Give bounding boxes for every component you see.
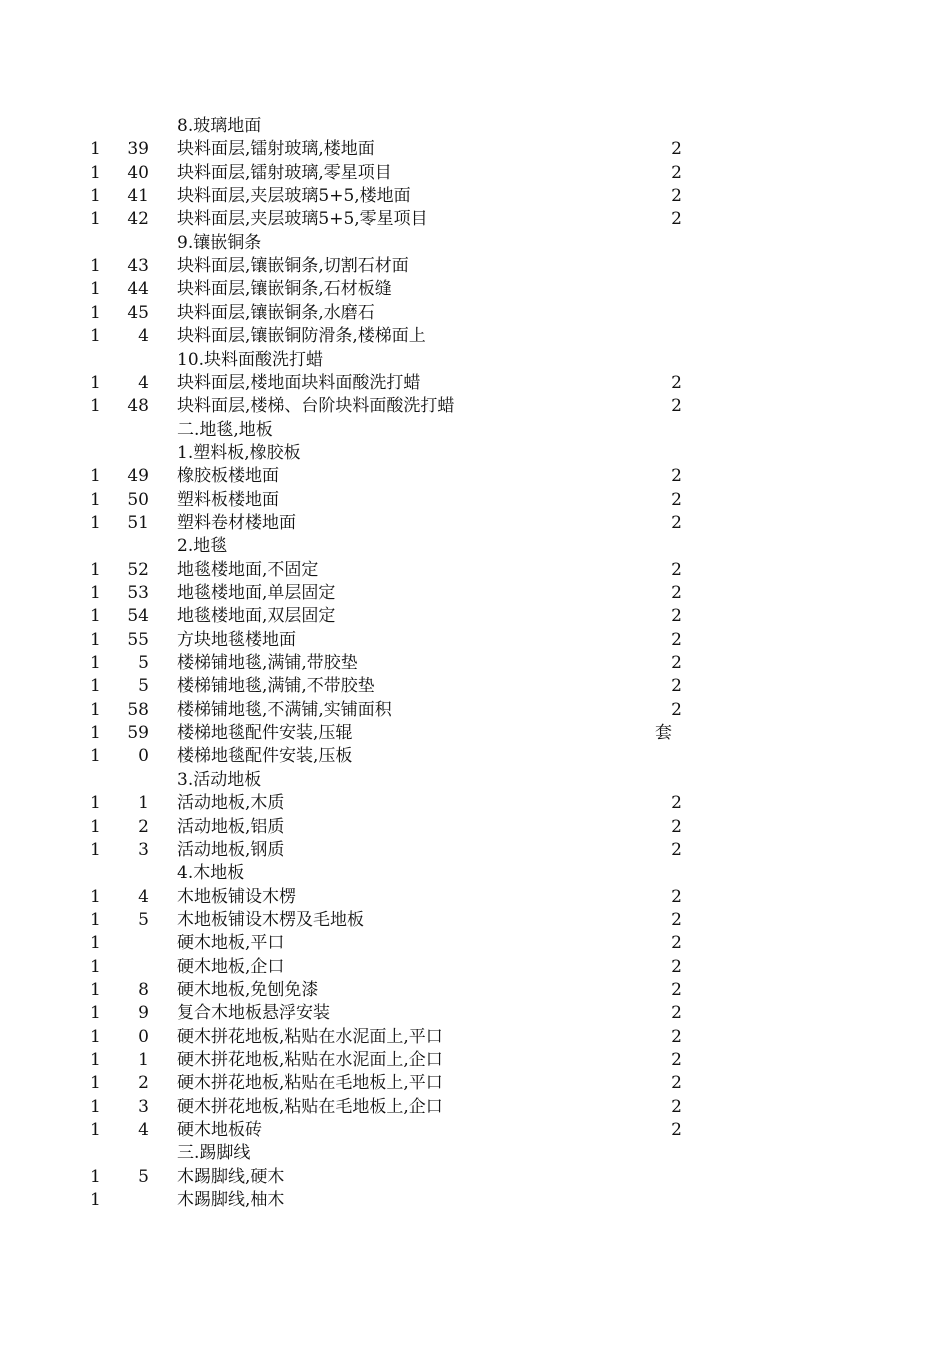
table-row [0,395,950,418]
item-name-cell: 楼梯地毯配件安装,压辊 [177,723,353,744]
unit-cell: 2 [671,489,682,510]
unit-cell: 2 [671,956,682,977]
item-name-cell: 地毯楼地面,单层固定 [177,583,336,603]
row-number-cell: 52 [127,559,149,580]
row-index-cell: 1 [90,839,101,860]
section-heading-row [0,349,950,372]
row-number-cell: 1 [138,793,149,814]
row-number-cell: 4 [138,326,149,347]
unit-cell: 2 [671,396,682,417]
table-row [0,162,950,185]
row-number-cell: 5 [138,1166,149,1187]
item-name-cell: 块料面层,楼梯、台阶块料面酸洗打蜡 [177,396,455,417]
row-number-cell: 4 [138,372,149,393]
unit-cell: 2 [671,372,682,393]
unit-cell: 2 [671,559,682,580]
table-row [0,582,950,605]
unit-cell: 2 [671,583,682,603]
unit-cell: 2 [671,909,682,930]
unit-cell: 2 [671,512,682,533]
unit-cell: 2 [671,466,682,487]
item-name-cell: 块料面层,夹层玻璃5+5,楼地面 [177,186,411,207]
row-number-cell: 2 [138,1073,149,1094]
table-row [0,652,950,675]
item-name-cell: 楼梯地毯配件安装,压板 [177,746,353,767]
row-number-cell: 3 [138,839,149,860]
item-name-cell: 地毯楼地面,不固定 [177,559,319,580]
row-number-cell: 0 [138,746,149,767]
row-index-cell: 1 [90,816,101,837]
row-index-cell: 1 [90,933,101,954]
row-index-cell: 1 [90,326,101,347]
item-name-cell: 木地板铺设木楞及毛地板 [177,909,364,930]
item-name-cell: 2.地毯 [177,536,228,557]
table-row [0,792,950,815]
item-name-cell: 块料面层,镶嵌铜条,水磨石 [177,302,375,323]
item-name-cell: 硬木拼花地板,粘贴在毛地板上,企口 [177,1096,443,1117]
row-index-cell: 1 [90,979,101,1000]
row-index-cell: 1 [90,956,101,977]
item-name-cell: 3.活动地板 [177,769,262,790]
row-index-cell: 1 [90,512,101,533]
item-name-cell: 8.玻璃地面 [177,116,262,136]
unit-cell: 2 [671,1050,682,1070]
row-number-cell: 39 [127,139,149,160]
unit-cell: 2 [671,793,682,814]
table-row [0,956,950,979]
unit-cell: 2 [671,886,682,907]
table-row [0,372,950,395]
item-name-cell: 块料面层,镭射玻璃,楼地面 [177,139,375,160]
unit-cell: 2 [671,1073,682,1094]
row-index-cell: 1 [90,396,101,417]
item-name-cell: 硬木地板,企口 [177,956,285,977]
row-number-cell: 1 [138,1050,149,1070]
row-index-cell: 1 [90,746,101,767]
item-name-cell: 楼梯铺地毯,满铺,带胶垫 [177,653,358,674]
section-heading-row [0,1142,950,1165]
row-index-cell: 1 [90,466,101,487]
table-row [0,1189,950,1212]
row-number-cell: 50 [127,489,149,510]
item-name-cell: 9.镶嵌铜条 [177,232,262,253]
item-name-cell: 块料面层,镶嵌铜条,石材板缝 [177,279,392,300]
table-row [0,839,950,862]
row-number-cell: 4 [138,1120,149,1141]
table-row [0,1072,950,1095]
table-row [0,629,950,652]
row-number-cell: 43 [127,256,149,277]
row-index-cell: 1 [90,909,101,930]
table-row [0,278,950,301]
row-number-cell: 41 [127,186,149,207]
section-heading-row [0,862,950,885]
table-row [0,605,950,628]
item-name-cell: 木地板铺设木楞 [177,886,296,907]
item-name-cell: 木踢脚线,柚木 [177,1190,285,1211]
row-index-cell: 1 [90,1120,101,1141]
item-name-cell: 方块地毯楼地面 [177,629,296,650]
table-row [0,255,950,278]
unit-cell: 2 [671,186,682,207]
row-index-cell: 1 [90,886,101,907]
row-number-cell: 42 [127,209,149,230]
table-row [0,512,950,535]
row-number-cell: 3 [138,1096,149,1117]
section-heading-row [0,442,950,465]
section-heading-row [0,232,950,255]
table-row [0,816,950,839]
section-heading-row [0,769,950,792]
row-number-cell: 54 [127,606,149,627]
table-row [0,325,950,348]
table-row [0,886,950,909]
item-name-cell: 硬木拼花地板,粘贴在毛地板上,平口 [177,1073,443,1094]
item-name-cell: 三.踢脚线 [177,1143,251,1164]
table-row [0,932,950,955]
table-row [0,675,950,698]
unit-cell: 2 [671,1120,682,1141]
unit-cell: 2 [671,676,682,697]
row-number-cell: 2 [138,816,149,837]
row-index-cell: 1 [90,1073,101,1094]
row-number-cell: 49 [127,466,149,487]
item-name-cell: 块料面层,镶嵌铜条,切割石材面 [177,256,409,277]
table-row [0,465,950,488]
unit-cell: 2 [671,162,682,183]
table-row [0,1119,950,1142]
row-index-cell: 1 [90,606,101,627]
row-index-cell: 1 [90,489,101,510]
unit-cell: 2 [671,629,682,650]
unit-cell: 2 [671,1096,682,1117]
unit-cell: 2 [671,139,682,160]
item-name-cell: 楼梯铺地毯,满铺,不带胶垫 [177,676,375,697]
unit-cell: 2 [671,839,682,860]
row-number-cell: 45 [127,302,149,323]
item-name-cell: 4.木地板 [177,863,245,884]
table-row [0,745,950,768]
unit-cell: 2 [671,606,682,627]
row-number-cell: 40 [127,162,149,183]
item-name-cell: 块料面层,楼地面块料面酸洗打蜡 [177,372,421,393]
row-index-cell: 1 [90,653,101,674]
unit-cell: 2 [671,209,682,230]
table-row [0,489,950,512]
table-row [0,1166,950,1189]
section-heading-row [0,535,950,558]
row-index-cell: 1 [90,1096,101,1117]
section-heading-row [0,419,950,442]
row-index-cell: 1 [90,793,101,814]
item-name-cell: 块料面层,镶嵌铜防滑条,楼梯面上 [177,326,426,347]
row-number-cell: 59 [127,723,149,744]
item-name-cell: 硬木地板,免刨免漆 [177,979,319,1000]
item-name-cell: 10.块料面酸洗打蜡 [177,349,324,370]
row-index-cell: 1 [90,723,101,744]
item-name-cell: 活动地板,木质 [177,793,285,814]
row-index-cell: 1 [90,629,101,650]
item-name-cell: 1.塑料板,橡胶板 [177,442,301,463]
table-row [0,185,950,208]
row-index-cell: 1 [90,279,101,300]
item-name-cell: 楼梯铺地毯,不满铺,实铺面积 [177,699,392,720]
row-number-cell: 8 [138,979,149,1000]
row-index-cell: 1 [90,302,101,323]
row-number-cell: 53 [127,583,149,603]
item-name-cell: 塑料卷材楼地面 [177,512,296,533]
row-index-cell: 1 [90,209,101,230]
row-number-cell: 58 [127,699,149,720]
row-index-cell: 1 [90,559,101,580]
item-name-cell: 地毯楼地面,双层固定 [177,606,336,627]
row-index-cell: 1 [90,139,101,160]
table-row [0,1002,950,1025]
row-index-cell: 1 [90,256,101,277]
row-index-cell: 1 [90,676,101,697]
unit-cell: 2 [671,816,682,837]
item-name-cell: 复合木地板悬浮安装 [177,1003,330,1024]
table-row [0,1026,950,1049]
item-name-cell: 橡胶板楼地面 [177,466,279,487]
unit-cell: 套 [655,723,672,744]
item-name-cell: 块料面层,夹层玻璃5+5,零星项目 [177,209,428,230]
unit-cell: 2 [671,1026,682,1047]
table-row [0,722,950,745]
row-number-cell: 44 [127,279,149,300]
section-heading-row [0,115,950,138]
table-row [0,208,950,231]
table-row [0,909,950,932]
table-row [0,979,950,1002]
row-number-cell: 9 [138,1003,149,1024]
row-number-cell: 5 [138,653,149,674]
row-number-cell: 55 [127,629,149,650]
table-row [0,138,950,161]
table-row [0,1049,950,1072]
row-index-cell: 1 [90,583,101,603]
row-number-cell: 51 [127,512,149,533]
item-name-cell: 塑料板楼地面 [177,489,279,510]
row-number-cell: 48 [127,396,149,417]
table-row [0,1096,950,1119]
item-name-cell: 硬木拼花地板,粘贴在水泥面上,平口 [177,1026,443,1047]
row-number-cell: 4 [138,886,149,907]
item-name-cell: 硬木地板砖 [177,1120,262,1141]
row-index-cell: 1 [90,1003,101,1024]
row-index-cell: 1 [90,1166,101,1187]
row-index-cell: 1 [90,1190,101,1211]
row-number-cell: 5 [138,909,149,930]
unit-cell: 2 [671,1003,682,1024]
row-index-cell: 1 [90,186,101,207]
item-name-cell: 硬木拼花地板,粘贴在水泥面上,企口 [177,1050,443,1070]
item-name-cell: 二.地毯,地板 [177,419,273,440]
item-name-cell: 木踢脚线,硬木 [177,1166,285,1187]
row-index-cell: 1 [90,162,101,183]
row-number-cell: 5 [138,676,149,697]
item-name-cell: 活动地板,钢质 [177,839,285,860]
row-index-cell: 1 [90,1026,101,1047]
row-number-cell: 0 [138,1026,149,1047]
table-row [0,559,950,582]
item-name-cell: 硬木地板,平口 [177,933,285,954]
item-name-cell: 活动地板,铝质 [177,816,285,837]
row-index-cell: 1 [90,372,101,393]
item-name-cell: 块料面层,镭射玻璃,零星项目 [177,162,392,183]
table-row [0,699,950,722]
unit-cell: 2 [671,933,682,954]
row-index-cell: 1 [90,699,101,720]
unit-cell: 2 [671,653,682,674]
row-index-cell: 1 [90,1050,101,1070]
unit-cell: 2 [671,699,682,720]
table-row [0,302,950,325]
unit-cell: 2 [671,979,682,1000]
